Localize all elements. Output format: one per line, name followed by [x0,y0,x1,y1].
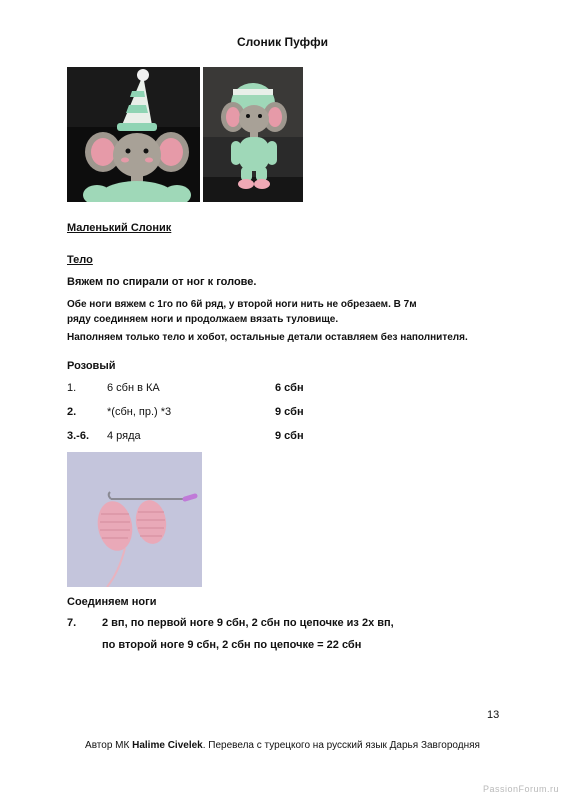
body-intro: Вяжем по спирали от ног к голове. [67,276,257,288]
row-instruction: 4 ряда [107,430,141,442]
crochet-legs-photo [67,452,202,587]
row-instruction: 6 сбн в КА [107,382,160,394]
row-number: 3.-6. [67,430,90,442]
page-number: 13 [487,709,500,721]
row-number: 2. [67,406,77,418]
join-heading: Соединяем ноги [67,596,157,608]
footer-suffix: . Перевела с турецкого на русский язык Дарья Завгородняя [202,740,480,751]
row-stitch-count: 9 сбн [275,406,304,418]
row-stitch-count: 6 сбн [275,382,304,394]
row-instruction: *(сбн, пр.) *3 [107,406,172,418]
body-paragraph-2: Наполняем только тело и хобот, остальные детали оставляем без наполнителя. [67,332,468,343]
color-heading: Розовый [67,360,116,372]
table-row [67,430,367,444]
row-number: 1. [67,382,77,394]
elephant-photo-1 [67,67,200,202]
body-paragraph-1 [67,297,507,327]
elephant-photo-2 [203,67,303,202]
section-title-small-elephant: Маленький Слоник [67,222,172,234]
footer-prefix: Автор МК [85,740,133,751]
body-paragraph-1-line-1: Обе ноги вяжем с 1го по 6й ряд, у второй ноги нить не обрезаем. В 7м [67,299,417,310]
join-row-number: 7. [67,617,77,629]
document-title: Слоник Пуффи [237,35,328,49]
table-row [67,406,367,420]
join-instruction-line-2: по второй ноге 9 сбн, 2 сбн по цепочке = 22 сбн [102,639,362,651]
join-instruction-line-1: 2 вп, по первой ноге 9 сбн, 2 сбн по цепочке из 2х вп, [102,617,394,629]
watermark: PassionForum.ru [482,784,559,794]
section-title-body: Тело [67,254,93,266]
footer-author: Halime Civelek [132,740,203,751]
body-paragraph-1-line-2: ряду соединяем ноги и продолжаем вязать туловище. [67,314,339,325]
footer-credit [0,740,565,751]
row-stitch-count: 9 сбн [275,430,304,442]
table-row [67,382,367,396]
